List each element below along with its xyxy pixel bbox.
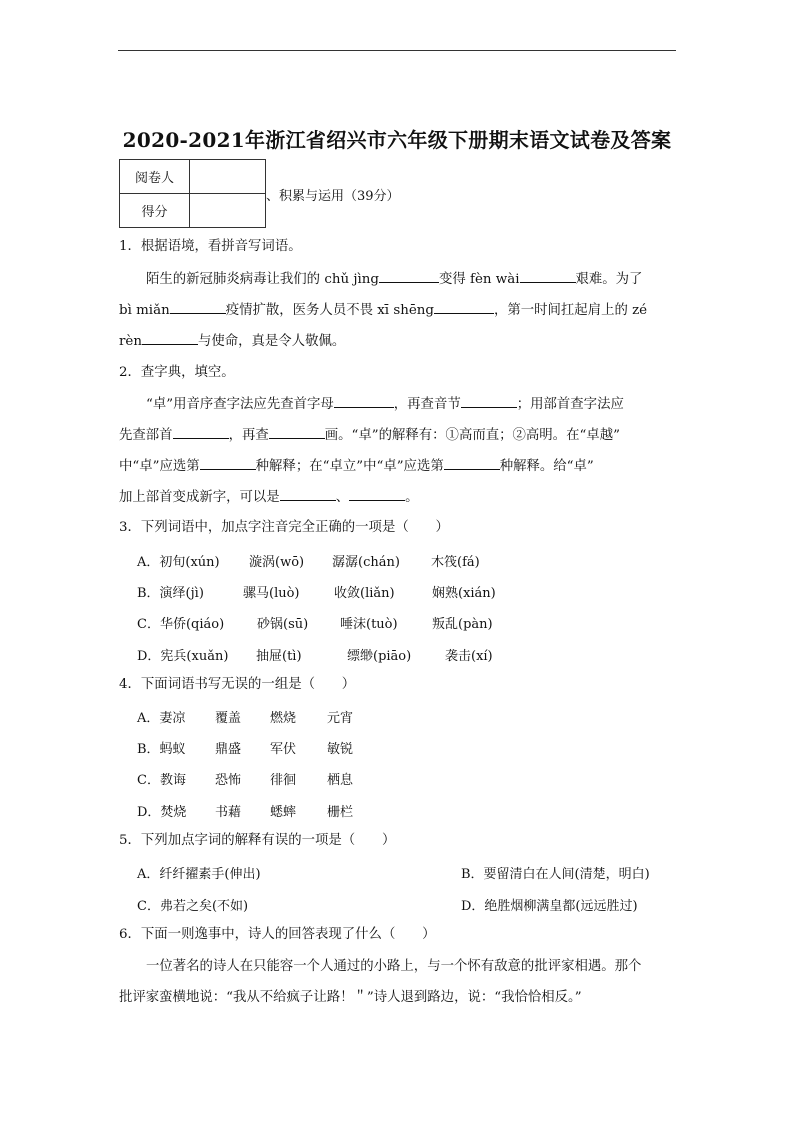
q2-text: 画。“卓”的解释有：①高而直；②高明。在“卓越”: [324, 428, 620, 443]
q2-text: 加上部首变成新字，可以是: [119, 490, 280, 505]
q4-word: 元宵: [327, 711, 354, 726]
q3-option-d[interactable]: D．宪兵(xuǎn): [137, 649, 229, 664]
q4-stem: 4．下面词语书写无误的一组是（ ）: [119, 677, 356, 692]
q3-option-b[interactable]: B．演绎(jì): [137, 586, 204, 601]
answer-blank[interactable]: [173, 425, 229, 439]
q1-line-2: [119, 300, 647, 320]
q4-word: 鼎盛: [215, 742, 242, 757]
q1-text: bì miǎn: [119, 303, 170, 318]
q1-text: 艰难。为了: [575, 272, 643, 287]
q3-word: 娴熟(xián): [432, 586, 496, 601]
q2-text: 种解释；在“卓立”中“卓”应选第: [255, 459, 444, 474]
q2-line-3: [119, 456, 594, 476]
section-heading: 、积累与运用（39分）: [266, 189, 400, 204]
reviewer-cell: [190, 160, 266, 194]
answer-blank[interactable]: [170, 300, 226, 314]
q1-text: 陌生的新冠肺炎病毒让我们的 chǔ jìng: [146, 272, 379, 287]
q4-word: 燃烧: [270, 711, 297, 726]
reviewer-label: 阅卷人: [120, 160, 190, 194]
q1-line-3: [119, 331, 345, 351]
q6-stem: 6．下面一则逸事中，诗人的回答表现了什么（ ）: [119, 927, 436, 942]
q3-word: 叛乱(pàn): [432, 617, 493, 632]
q3-word: 漩涡(wō): [249, 555, 305, 570]
q1-text: 变得 fèn wài: [438, 272, 520, 287]
q2-text: 。: [405, 490, 419, 505]
q3-word: 收敛(liǎn): [334, 586, 395, 601]
q1-text: ，第一时间扛起肩上的 zé: [493, 303, 648, 318]
q3-word: 袭击(xí): [445, 649, 493, 664]
answer-blank[interactable]: [334, 394, 394, 408]
q3-word: 唾沫(tuò): [340, 617, 398, 632]
q5-option-a[interactable]: A．纤纤擢素手(伸出): [137, 867, 261, 882]
q2-text: ，再查音节: [393, 397, 461, 412]
q2-text: 中“卓”应选第: [119, 459, 200, 474]
q4-word: 覆盖: [215, 711, 242, 726]
grader-table: [119, 159, 266, 228]
q2-line-4: [119, 487, 418, 507]
q6-passage-line: 一位著名的诗人在只能容一个人通过的小路上，与一个怀有敌意的批评家相遇。那个: [146, 959, 642, 974]
q2-text: 、: [335, 490, 350, 505]
q3-word: 潺潺(chán): [332, 555, 400, 570]
q2-text: ，再查: [228, 428, 269, 443]
q4-word: 徘徊: [270, 773, 297, 788]
answer-blank[interactable]: [349, 487, 405, 501]
q4-word: 敏锐: [327, 742, 354, 757]
answer-blank[interactable]: [280, 487, 336, 501]
q4-word: 军伏: [270, 742, 297, 757]
q3-word: 骡马(luò): [243, 586, 300, 601]
answer-blank[interactable]: [142, 331, 198, 345]
q2-text: 先查部首: [119, 428, 173, 443]
q6-passage-line: 批评家蛮横地说：“我从不给疯子让路！＂”诗人退到路边，说：“我恰恰相反。”: [119, 990, 582, 1005]
q2-text: ；用部首查字法应: [516, 397, 624, 412]
q4-option-a[interactable]: A．妻凉: [137, 711, 186, 726]
q4-word: 书藉: [215, 805, 242, 820]
answer-blank[interactable]: [200, 456, 256, 470]
q4-option-c[interactable]: C．教诲: [137, 773, 186, 788]
q3-word: 木筏(fá): [431, 555, 480, 570]
q1-text: 与使命，真是令人敬佩。: [197, 334, 346, 349]
q1-stem: 1．根据语境，看拼音写词语。: [119, 239, 302, 254]
q4-option-d[interactable]: D．焚烧: [137, 805, 187, 820]
q3-option-c[interactable]: C．华侨(qiáo): [137, 617, 225, 632]
q5-stem: 5．下列加点字词的解释有误的一项是（ ）: [119, 833, 396, 848]
q1-line-1: [146, 269, 642, 289]
q5-option-c[interactable]: C．弗若之矣(不如): [137, 899, 249, 914]
q2-line-1: [146, 394, 624, 414]
q1-text: rèn: [119, 334, 142, 349]
answer-blank[interactable]: [434, 300, 494, 314]
q4-word: 栖息: [327, 773, 354, 788]
q2-text: “卓”用音序查字法应先查首字母: [146, 397, 334, 412]
q3-word: 抽屉(tì): [256, 649, 302, 664]
header-rule: [118, 50, 676, 51]
q3-word: 砂锅(sū): [257, 617, 309, 632]
q2-stem: 2．查字典，填空。: [119, 365, 235, 380]
q3-option-a[interactable]: A．初旬(xún): [137, 555, 220, 570]
q5-option-d[interactable]: D．绝胜烟柳满皇都(远远胜过): [461, 899, 638, 914]
answer-blank[interactable]: [444, 456, 500, 470]
answer-blank[interactable]: [520, 269, 576, 283]
q2-line-2: [119, 425, 620, 445]
score-cell: [190, 194, 266, 228]
q4-word: 栅栏: [327, 805, 354, 820]
answer-blank[interactable]: [379, 269, 439, 283]
page-title: 2020-2021年浙江省绍兴市六年级下册期末语文试卷及答案: [122, 128, 672, 152]
answer-blank[interactable]: [461, 394, 517, 408]
q1-text: 疫情扩散，医务人员不畏 xī shēng: [225, 303, 434, 318]
q4-word: 恐怖: [215, 773, 242, 788]
q4-option-b[interactable]: B．蚂蚁: [137, 742, 186, 757]
answer-blank[interactable]: [269, 425, 325, 439]
q2-text: 种解释。给“卓”: [499, 459, 594, 474]
score-label: 得分: [120, 194, 190, 228]
q3-word: 缥缈(piāo): [347, 649, 412, 664]
q4-word: 蟋蟀: [270, 805, 297, 820]
q3-stem: 3．下列词语中，加点字注音完全正确的一项是（ ）: [119, 520, 449, 535]
q5-option-b[interactable]: B．要留清白在人间(清楚，明白): [461, 867, 650, 882]
